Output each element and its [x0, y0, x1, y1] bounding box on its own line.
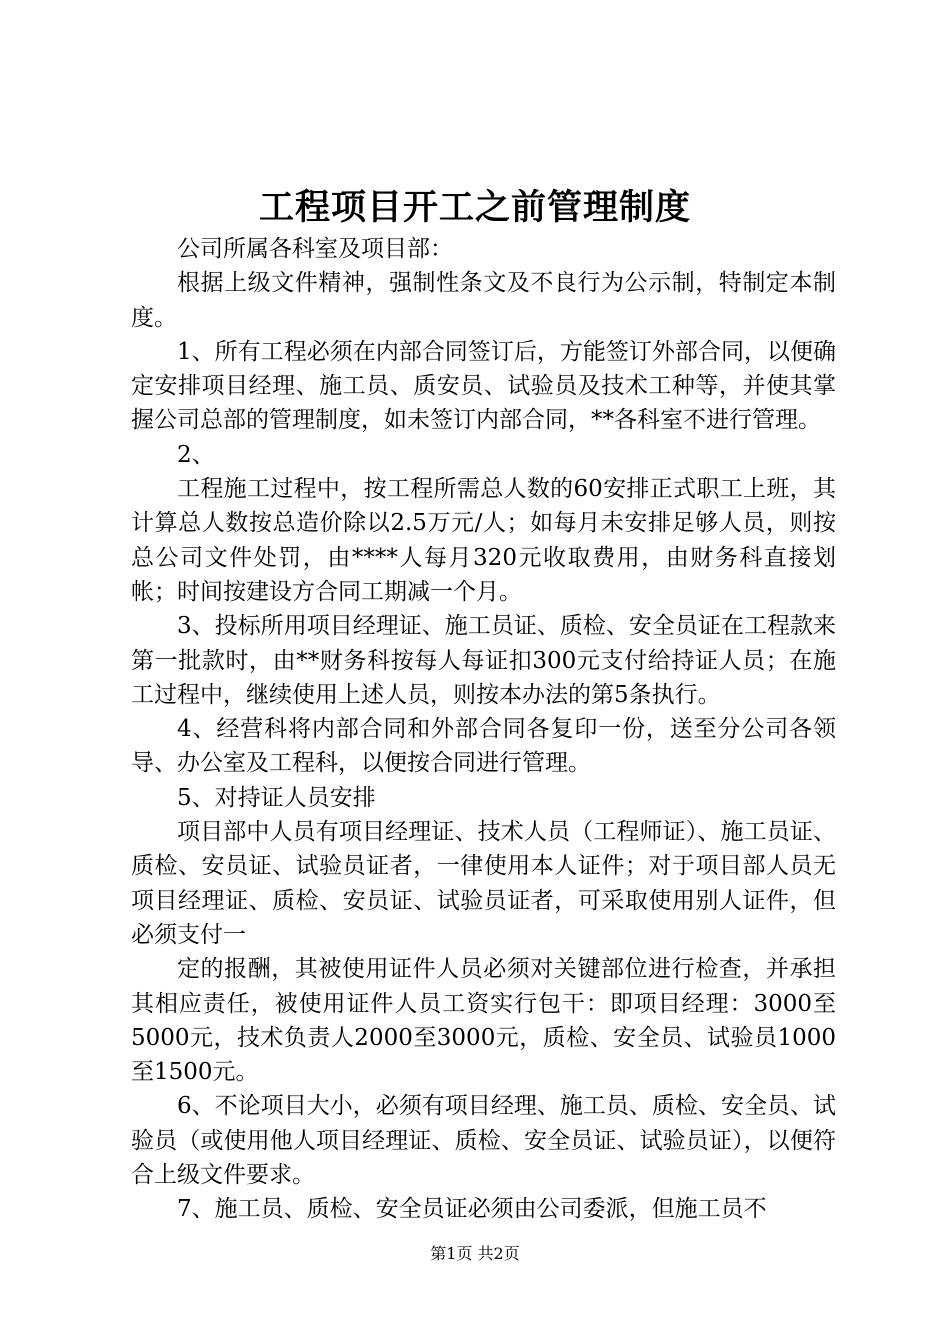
- document-title: 工程项目开工之前管理制度: [258, 187, 691, 228]
- paragraph-item-2-body: 工程施工过程中，按工程所需总人数的60安排正式职工上班，其计算总人数按总造价除以2.5万元/人；如每月未安排足够人员，则按总公司文件处罚，由****人每月320元收取费用，由财务科直接划帐；时间按建设方合同工期减一个月。: [131, 476, 836, 605]
- paragraph-item-1: 1、所有工程必须在内部合同签订后，方能签订外部合同，以便确定安排项目经理、施工员、质安员、试验员及技术工种等，并使其掌握公司总部的管理制度，如未签订内部合同，**各科室不进行管理。: [131, 338, 836, 434]
- page-number-footer: 第1页 共2页: [430, 1244, 520, 1263]
- paragraph-item-2-number: 2、: [177, 441, 215, 468]
- paragraph-intro: 根据上级文件精神，强制性条文及不良行为公示制，特制定本制度。: [131, 270, 836, 331]
- document-body: [131, 232, 836, 1227]
- paragraph-item-3: 3、投标所用项目经理证、施工员证、质检、安全员证在工程款来第一批款时，由**财务科按每人每证扣300元支付给持证人员；在施工过程中，继续使用上述人员，则按本办法的第5条执行。: [131, 613, 836, 708]
- paragraph-item-5-continued: 定的报酬，其被使用证件人员必须对关键部位进行检查，并承担其相应责任，被使用证件人员工资实行包干：即项目经理：3000至5000元，技术负责人2000至3000元，质检、安全员、试验员1000至1500元。: [131, 956, 836, 1086]
- paragraph-item-7: 7、施工员、质检、安全员证必须由公司委派，但施工员不: [177, 1196, 767, 1223]
- paragraph-addressee: 公司所属各科室及项目部：: [177, 236, 453, 262]
- paragraph-item-4: 4、经营科将内部合同和外部合同各复印一份，送至分公司各领导、办公室及工程科，以便按合同进行管理。: [131, 716, 836, 777]
- paragraph-item-5-body: 项目部中人员有项目经理证、技术人员（工程师证）、施工员证、质检、安员证、试验员证者，一律使用本人证件；对于项目部人员无项目经理证、质检、安员证、试验员证者，可采取使用别人证件，但必须支付一: [131, 819, 836, 948]
- paragraph-item-5-heading: 5、对持证人员安排: [177, 784, 376, 811]
- paragraph-item-6: 6、不论项目大小，必须有项目经理、施工员、质检、安全员、试验员（或使用他人项目经理证、质检、安全员证、试验员证），以便符合上级文件要求。: [131, 1093, 836, 1189]
